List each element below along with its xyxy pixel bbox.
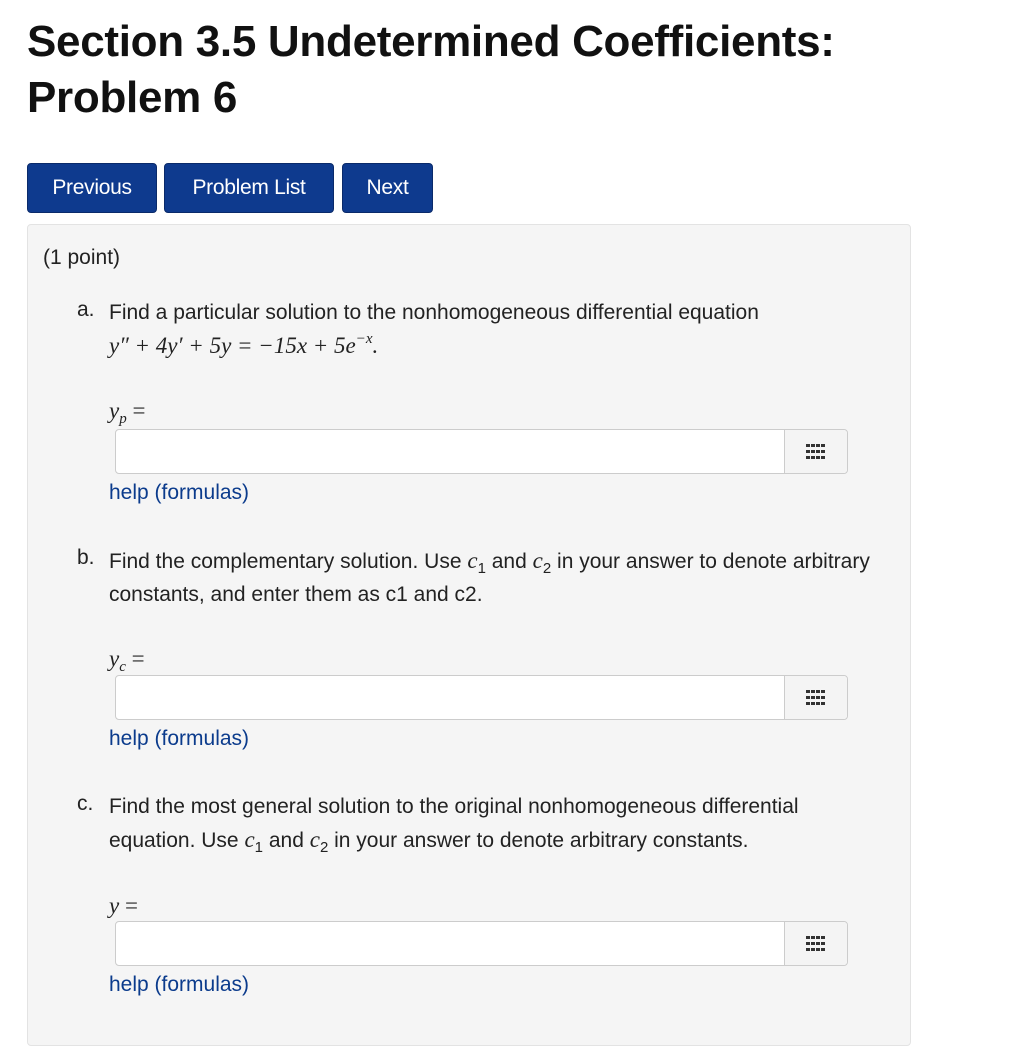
part-b-text-3: in your answer to denote arbitrary constants, and enter them as c1 and c2.	[109, 550, 870, 606]
grid-icon	[806, 690, 826, 706]
c2-symbol: c	[532, 548, 543, 573]
part-b-help-link[interactable]: help (formulas)	[109, 727, 250, 750]
part-a-equation	[109, 333, 378, 358]
c1-symbol: c	[467, 548, 478, 573]
part-c-answer-input[interactable]	[116, 922, 786, 965]
next-button[interactable]: Next	[342, 163, 433, 213]
part-a-help-link[interactable]: help (formulas)	[109, 481, 250, 504]
answer-label-eq: =	[125, 646, 145, 671]
part-a-answer-label	[109, 398, 146, 427]
problem-points: (1 point)	[43, 246, 121, 269]
page-title-line-1: Section 3.5 Undetermined Coefficients:	[27, 17, 835, 66]
c2-subscript: 2	[319, 839, 329, 856]
equation-end: .	[372, 333, 379, 358]
page-title-line-2: Problem 6	[27, 73, 238, 122]
part-b-answer-input[interactable]	[116, 676, 786, 719]
equation-exponent: −x	[355, 331, 373, 347]
problem-list-button[interactable]: Problem List	[164, 163, 334, 213]
part-c-text-2: and	[263, 829, 310, 852]
part-a-instruction: Find a particular solution to the nonhomogeneous differential equation	[109, 301, 759, 324]
part-c-text	[109, 790, 889, 857]
part-b-answer-box	[115, 675, 848, 720]
part-a-marker: a.	[77, 298, 95, 321]
grid-icon	[806, 936, 826, 952]
answer-label-y: y	[109, 398, 120, 423]
c2-symbol: c	[309, 827, 320, 852]
part-a-equation-editor-button[interactable]	[784, 430, 847, 473]
part-a-answer-input[interactable]	[116, 430, 786, 473]
part-c-help-link[interactable]: help (formulas)	[109, 973, 250, 996]
page-title	[27, 14, 1017, 126]
answer-label-y: y	[109, 646, 120, 671]
part-b-text-2: and	[485, 550, 533, 573]
answer-label-sub: p	[119, 411, 127, 427]
part-a-text	[109, 296, 889, 363]
grid-icon	[806, 444, 826, 460]
c1-symbol: c	[244, 827, 255, 852]
part-c-text-1: Find the most general solution to the original nonhomogeneous differential equation. Use	[109, 795, 799, 852]
part-c-marker: c.	[77, 792, 94, 815]
part-c-text-3: in your answer to denote arbitrary constants.	[328, 829, 749, 852]
part-a-answer-box	[115, 429, 848, 474]
answer-label-y: y	[109, 893, 120, 918]
part-c-answer-box	[115, 921, 848, 966]
part-c-answer-label	[109, 893, 138, 919]
c1-subscript: 1	[477, 560, 486, 577]
part-b-text-1: Find the complementary solution. Use	[109, 550, 468, 573]
part-c-equation-editor-button[interactable]	[784, 922, 847, 965]
answer-label-eq: =	[119, 893, 138, 918]
answer-label-eq: =	[126, 398, 146, 423]
part-b-answer-label	[109, 646, 145, 675]
part-b-text	[109, 544, 889, 611]
answer-label-sub: c	[119, 659, 126, 675]
part-b-equation-editor-button[interactable]	[784, 676, 847, 719]
c2-subscript: 2	[542, 560, 552, 577]
previous-button[interactable]: Previous	[27, 163, 157, 213]
equation-main: y″ + 4y′ + 5y = −15x + 5e	[109, 333, 356, 358]
part-b-marker: b.	[77, 546, 95, 569]
c1-subscript: 1	[254, 839, 263, 856]
